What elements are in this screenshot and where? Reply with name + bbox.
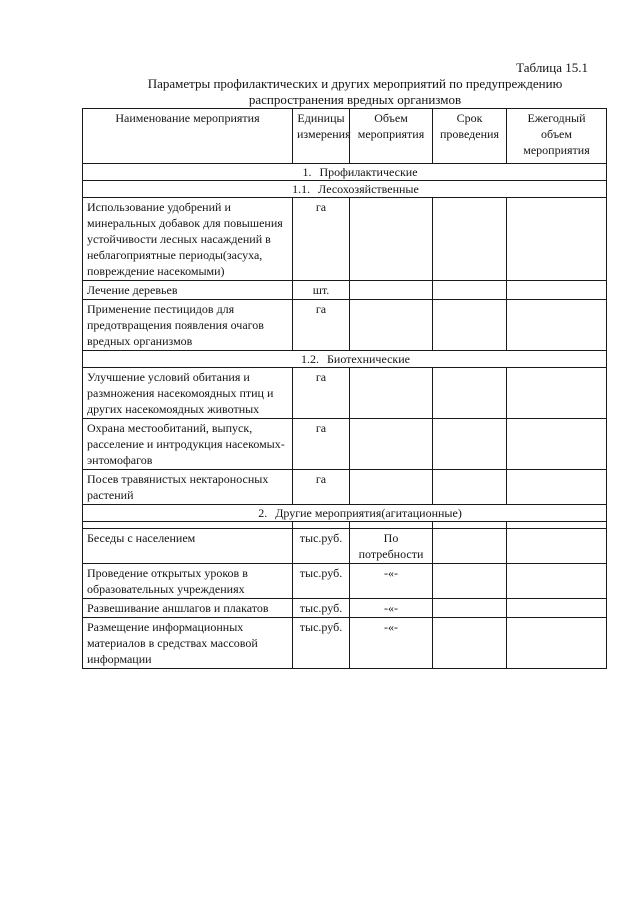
annual-cell: [507, 368, 607, 419]
measure-name: Охрана местообитаний, выпуск, расселение и интродукция насекомых-энтомофагов: [83, 419, 293, 470]
measure-name: Размещение информационных материалов в средствах массовой информации: [83, 618, 293, 669]
table-row: [83, 564, 607, 599]
section-header-title: Профилактические: [319, 165, 418, 179]
unit-cell: га: [293, 470, 350, 505]
spacer-cell: [507, 522, 607, 529]
subsection-header-row: [83, 181, 607, 198]
unit-cell: шт.: [293, 281, 350, 300]
section-header-number: 1.: [302, 165, 312, 179]
term-cell: [433, 281, 507, 300]
spacer-cell: [83, 522, 293, 529]
measure-name: Проведение открытых уроков в образовательных учреждениях: [83, 564, 293, 599]
table-row: [83, 281, 607, 300]
table-row: [83, 198, 607, 281]
unit-cell: тыс.руб.: [293, 564, 350, 599]
unit-cell: тыс.руб.: [293, 618, 350, 669]
term-cell: [433, 529, 507, 564]
annual-cell: [507, 470, 607, 505]
measures-table: [82, 108, 607, 669]
header-annual: Ежегодный объем мероприятия: [507, 109, 607, 164]
volume-cell: [350, 281, 433, 300]
table-row: [83, 419, 607, 470]
spacer-cell: [350, 522, 433, 529]
subsection-header: [83, 351, 607, 368]
annual-cell: [507, 281, 607, 300]
volume-cell: [350, 198, 433, 281]
measure-name: Улучшение условий обитания и размножения насекомоядных птиц и других насекомоядных животных: [83, 368, 293, 419]
term-cell: [433, 599, 507, 618]
spacer-cell: [433, 522, 507, 529]
table-row: [83, 529, 607, 564]
section-header: [83, 164, 607, 181]
section-header-row: [83, 505, 607, 522]
volume-cell: -«-: [350, 564, 433, 599]
measure-name: Применение пестицидов для предотвращения появления очагов вредных организмов: [83, 300, 293, 351]
spacer-cell: [293, 522, 350, 529]
measure-name: Лечение деревьев: [83, 281, 293, 300]
table-row: [83, 300, 607, 351]
section-header-number: 2.: [258, 506, 268, 520]
annual-cell: [507, 599, 607, 618]
annual-cell: [507, 564, 607, 599]
table-header-row: [83, 109, 607, 164]
term-cell: [433, 300, 507, 351]
annual-cell: [507, 300, 607, 351]
volume-cell: [350, 470, 433, 505]
unit-cell: га: [293, 368, 350, 419]
subsection-header-number: 1.2.: [301, 352, 319, 366]
table-body: [83, 164, 607, 669]
subsection-header-number: 1.1.: [292, 182, 311, 196]
unit-cell: га: [293, 198, 350, 281]
header-unit: Единицы измерения: [293, 109, 350, 164]
spacer-row: [83, 522, 607, 529]
annual-cell: [507, 618, 607, 669]
volume-cell: -«-: [350, 599, 433, 618]
table-row: [83, 599, 607, 618]
unit-cell: га: [293, 419, 350, 470]
term-cell: [433, 470, 507, 505]
volume-cell: -«-: [350, 618, 433, 669]
section-header-title: Другие мероприятия(агитационные): [275, 506, 462, 520]
subsection-header-row: [83, 351, 607, 368]
measure-name: Беседы с населением: [83, 529, 293, 564]
subsection-header: [83, 181, 607, 198]
term-cell: [433, 198, 507, 281]
header-name: Наименование мероприятия: [83, 109, 293, 164]
annual-cell: [507, 198, 607, 281]
volume-cell: По потребности: [350, 529, 433, 564]
term-cell: [433, 618, 507, 669]
annual-cell: [507, 529, 607, 564]
measure-name: Использование удобрений и минеральных добавок для повышения устойчивости лесных насаждений в неблагоприятные периоды(засуха, повреждение насекомыми): [83, 198, 293, 281]
measure-name: Развешивание аншлагов и плакатов: [83, 599, 293, 618]
annual-cell: [507, 419, 607, 470]
volume-cell: [350, 368, 433, 419]
subsection-header-title: Биотехнические: [327, 352, 410, 366]
term-cell: [433, 564, 507, 599]
term-cell: [433, 419, 507, 470]
unit-cell: тыс.руб.: [293, 599, 350, 618]
section-header: [83, 505, 607, 522]
header-term: Срок проведения: [433, 109, 507, 164]
unit-cell: тыс.руб.: [293, 529, 350, 564]
volume-cell: [350, 419, 433, 470]
table-number: Таблица 15.1: [516, 60, 588, 75]
table-row: [83, 618, 607, 669]
header-volume: Объем мероприятия: [350, 109, 433, 164]
unit-cell: га: [293, 300, 350, 351]
measure-name: Посев травянистых нектароносных растений: [83, 470, 293, 505]
table-row: [83, 470, 607, 505]
document-title: Параметры профилактических и других мероприятий по предупреждению распространения вредных организмов: [147, 76, 563, 107]
volume-cell: [350, 300, 433, 351]
table-row: [83, 368, 607, 419]
subsection-header-title: Лесохозяйственные: [318, 182, 419, 196]
section-header-row: [83, 164, 607, 181]
term-cell: [433, 368, 507, 419]
